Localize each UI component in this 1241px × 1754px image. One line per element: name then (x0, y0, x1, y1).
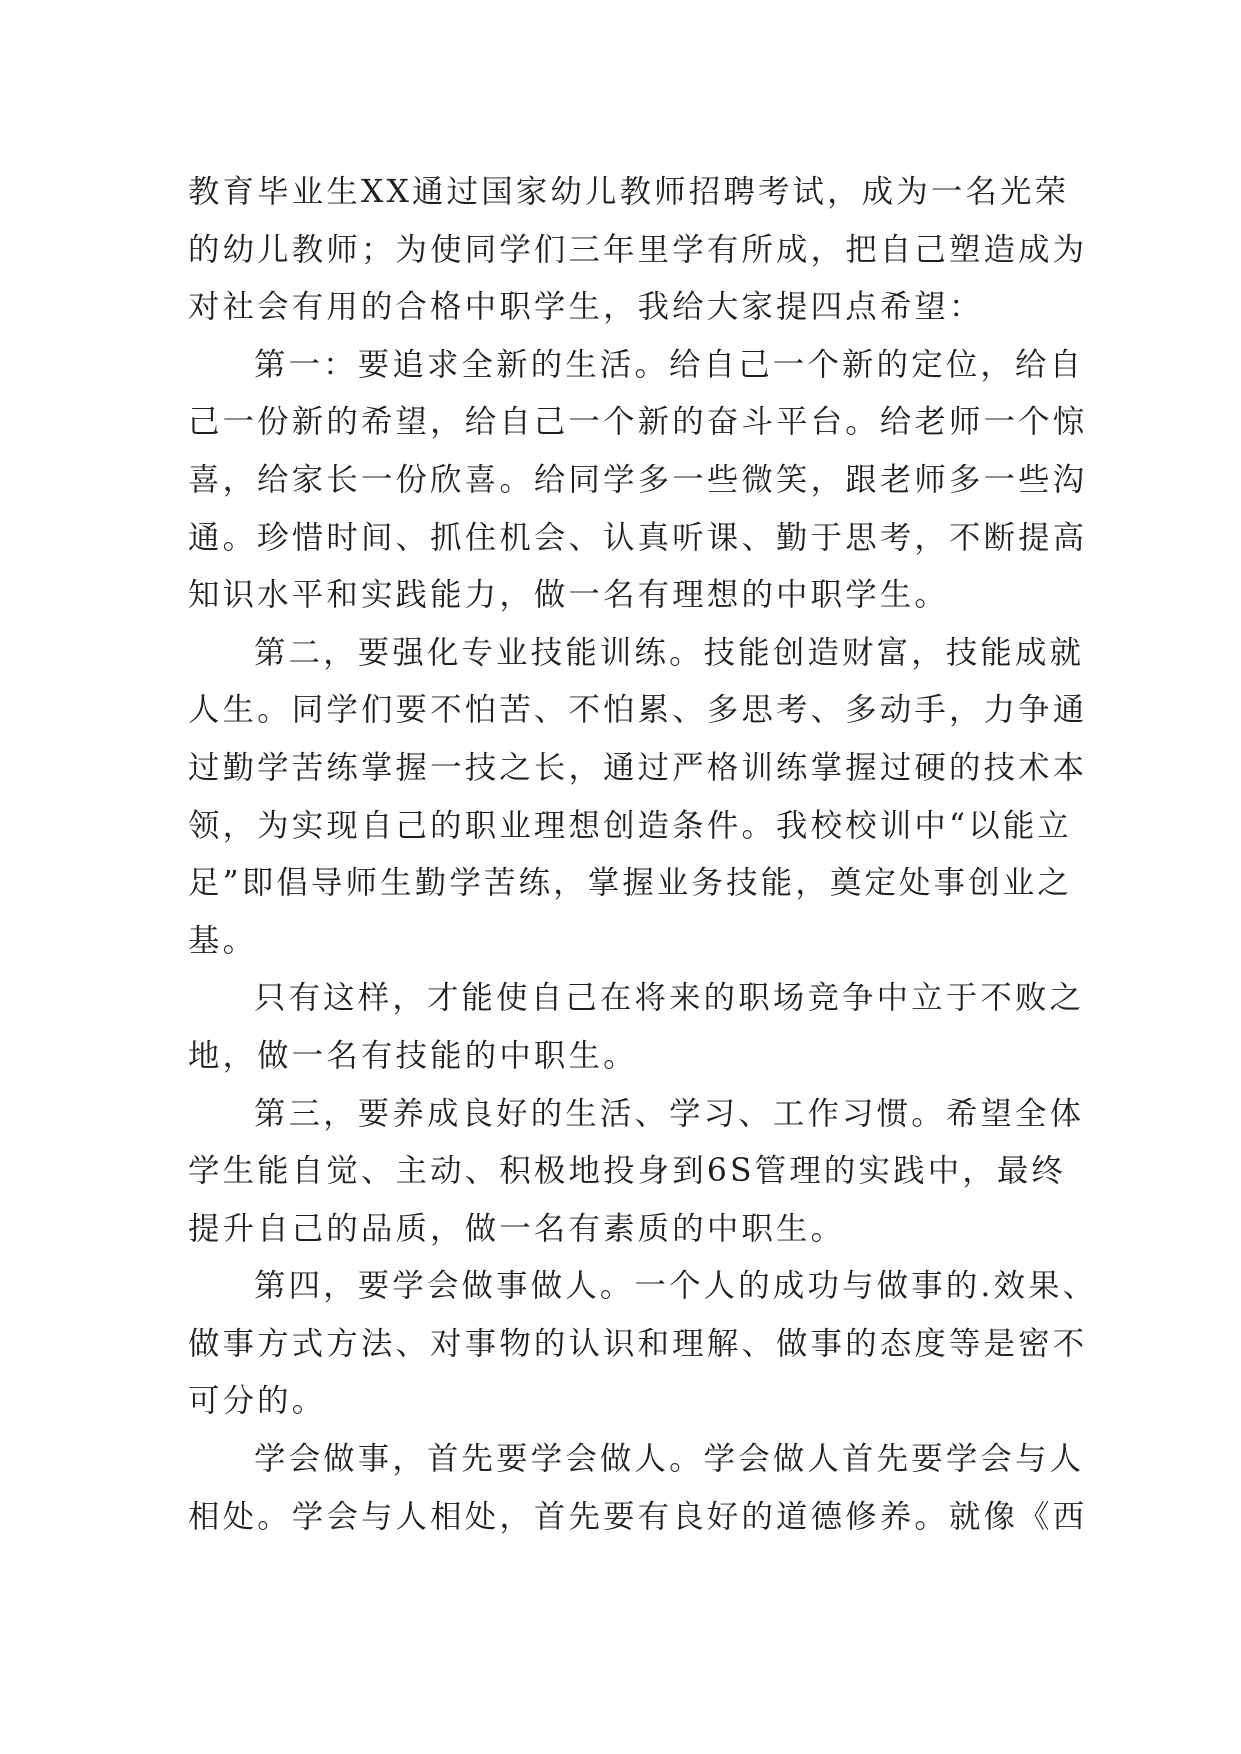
paragraph-start-line: 第二，要强化专业技能训练。技能创造财富，技能成就 (254, 634, 1085, 671)
text-line: 教育毕业生XX通过国家幼儿教师招聘考试，成为一名光荣 (188, 174, 1070, 210)
text-line: 基。 (188, 922, 258, 959)
text-line: 知识水平和实践能力，做一名有理想的中职学生。 (188, 577, 949, 614)
text-line: 相处。学会与人相处，首先要有良好的道德修养。就像《西 (188, 1498, 1088, 1535)
text-line: 足”即倡导师生勤学苦练，掌握业务技能，奠定处事创业之 (188, 865, 1073, 902)
paragraph-start-line: 学会做事，首先要学会做人。学会做人首先要学会与人 (254, 1441, 1085, 1478)
text-line: 提升自己的品质，做一名有素质的中职生。 (188, 1210, 846, 1247)
text-line: 可分的。 (188, 1383, 327, 1420)
text-line: 做事方式方法、对事物的认识和理解、做事的态度等是密不 (188, 1325, 1088, 1362)
text-line: 喜，给家长一份欣喜。给同学多一些微笑，跟老师多一些沟 (188, 461, 1088, 498)
text-line: 人生。同学们要不怕苦、不怕累、多思考、多动手，力争通 (188, 692, 1088, 729)
paragraph-start-line: 只有这样，才能使自己在将来的职场竞争中立于不败之 (254, 980, 1085, 1017)
text-line: 通。珍惜时间、抓住机会、认真听课、勤于思考，不断提高 (188, 519, 1088, 556)
paragraph-start-line: 第四，要学会做事做人。一个人的成功与做事的.效果、 (254, 1268, 1098, 1305)
text-line: 过勤学苦练掌握一技之长，通过严格训练掌握过硬的技术本 (188, 749, 1088, 786)
paragraph-start-line: 第三，要养成良好的生活、学习、工作习惯。希望全体 (254, 1095, 1085, 1132)
text-line: 对社会有用的合格中职学生，我给大家提四点希望： (188, 289, 984, 326)
text-line: 地，做一名有技能的中职生。 (188, 1037, 638, 1074)
text-line: 的幼儿教师；为使同学们三年里学有所成，把自己塑造成为 (188, 231, 1088, 268)
paragraph-start-line: 第一：要追求全新的生活。给自己一个新的定位，给自 (254, 346, 1085, 383)
text-line: 学生能自觉、主动、积极地投身到6S管理的实践中，最终 (188, 1153, 1067, 1190)
text-line: 领，为实现自己的职业理想创造条件。我校校训中“以能立 (188, 807, 1073, 844)
document-body (188, 164, 1098, 1546)
text-line: 己一份新的希望，给自己一个新的奋斗平台。给老师一个惊 (188, 404, 1088, 441)
